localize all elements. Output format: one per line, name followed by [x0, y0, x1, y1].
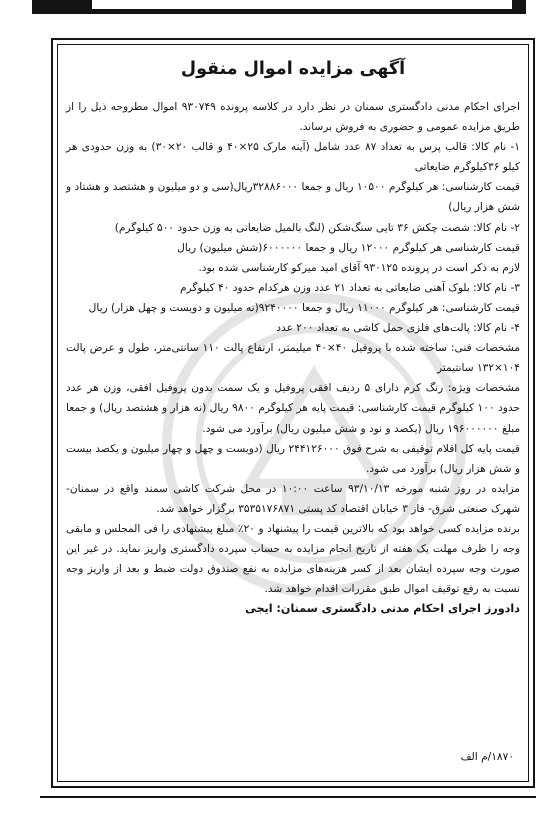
winner-terms: برنده مزایده کسی خواهد بود که بالاترین قیمت را پیشنهاد و ۲۰٪ مبلغ پیشنهادی را فی المجلس و مابقی وجه را ظرف مهلت یک هفته از تاریخ انجام مزایده به حساب سپرده دادگستری واریز نماید. در غیر این صورت وجه سپرده ایشان بعد از کسر هزینه‌های مزایده به نفع صندوق دولت ضبط و بعد از واریز وجه نسبت به رفع توقیف اموال طبق مقررات اقدام خواهد شد. [66, 522, 521, 596]
notice-frame [51, 38, 535, 788]
item-3: ۳- نام کالا: بلوک آهنی ضایعاتی به تعداد ۲۱ عدد وزن هرکدام حدود ۴۰ کیلوگرم [179, 281, 520, 294]
item-4-details: مشخصات ویژه: رنگ کرم دارای ۵ ردیف افقی پروفیل و یک سمت بدون پروفیل افقی، وزن هر عدد حدود ۱۰۰ کیلوگرم قیمت کارشناسی: قیمت پایه هر کیلوگرم ۹۸۰۰ ریال (نه هزار و هشتصد ریال) و جمعا مبلغ ۱۹۶۰۰۰۰۰۰ ریال (یکصد و نود و شش میلیون ریال) برآورد می شود. [66, 382, 520, 435]
item-4: ۴- نام کالا: پالت‌های فلزی حمل کاشی به تعداد ۲۰۰ عدد [276, 322, 520, 335]
item-2-price: قیمت کارشناسی هر کیلوگرم ۱۲۰۰۰ ریال و جمعا ۶۰۰۰۰۰۰(شش میلیون) ریال [177, 241, 520, 254]
item-2: ۲- نام کالا: شصت چکش ۳۶ تایی سنگ‌شکن (لنگ بالمیل ضایعاتی به وزن حدود ۵۰۰ کیلوگرم) [114, 221, 520, 234]
item-2-note: لازم به ذکر است در پرونده ۹۳۰۱۲۵ آقای امید میرکو کارشناسی شده بود. [198, 261, 520, 274]
item-1: ۱- نام کالا: قالب پرس به تعداد ۸۷ عدد شامل (آینه مارک ۲۵×۴۰ و قالب ۲۰×۳۰) به وزن حدودی هر کیلو ۳۶کیلوگرم ضایعاتی [66, 141, 520, 174]
bottom-rule [40, 796, 536, 798]
notice-inner-frame [57, 44, 529, 782]
item-3-price: قیمت کارشناسی: هر کیلوگرم ۱۱۰۰۰ ریال و جمعا ۹۲۴۰۰۰۰(نه میلیون و دویست و چهل هزار) ریال [88, 301, 520, 314]
notice-body [66, 97, 520, 619]
top-border-bar [32, 0, 526, 14]
top-border-gap [92, 0, 512, 9]
item-4-specs: مشخصات فنی: ساخته شده با پروفیل ۴۰×۴۰ میلیمتر، ارتفاع پالت ۱۱۰ سانتی‌متر، طول و عرض پالت ۱۰۴×۱۳۲ سانتیمتر [66, 342, 520, 375]
reference-number: ۱۸۷۰/م الف [460, 751, 514, 763]
auction-schedule: مزایده در روز شنبه مورخه ۹۳/۱۰/۱۳ ساعت ۱۰:۰۰ در محل شرکت کاشی سمند واقع در سمنان- شهرک صنعتی شرق- فاز ۳ خیابان اقتصاد کد پستی ۳۵۳۵۱۷۶۸۷۱ برگزار خواهد شد. [66, 482, 520, 515]
total-base-price: قیمت پایه کل اقلام توقیفی به شرح فوق ۲۴۴۱۲۶۰۰۰ ریال (دویست و چهل و چهار میلیون و یکصد بیست و شش هزار ریال) برآورد می شود. [66, 442, 520, 475]
notice-title: آگهی مزایده اموال منقول [180, 59, 406, 79]
notice-intro: اجرای احکام مدنی دادگستری سمنان در نظر دارد در کلاسه پرونده ۹۳۰۷۴۹ اموال مطروحه ذیل را از طریق مزایده عمومی و حضوری به فروش برساند. [66, 101, 520, 134]
signature: دادورز اجرای احکام مدنی دادگستری سمنان: ایجی [245, 602, 520, 616]
item-1-price: قیمت کارشناسی: هر کیلوگرم ۱۰۵۰۰ ریال و جمعا ۳۲۸۸۶۰۰۰ریال(سی و دو میلیون و هشتصد و هشتاد و شش هزار ریال) [66, 181, 520, 214]
